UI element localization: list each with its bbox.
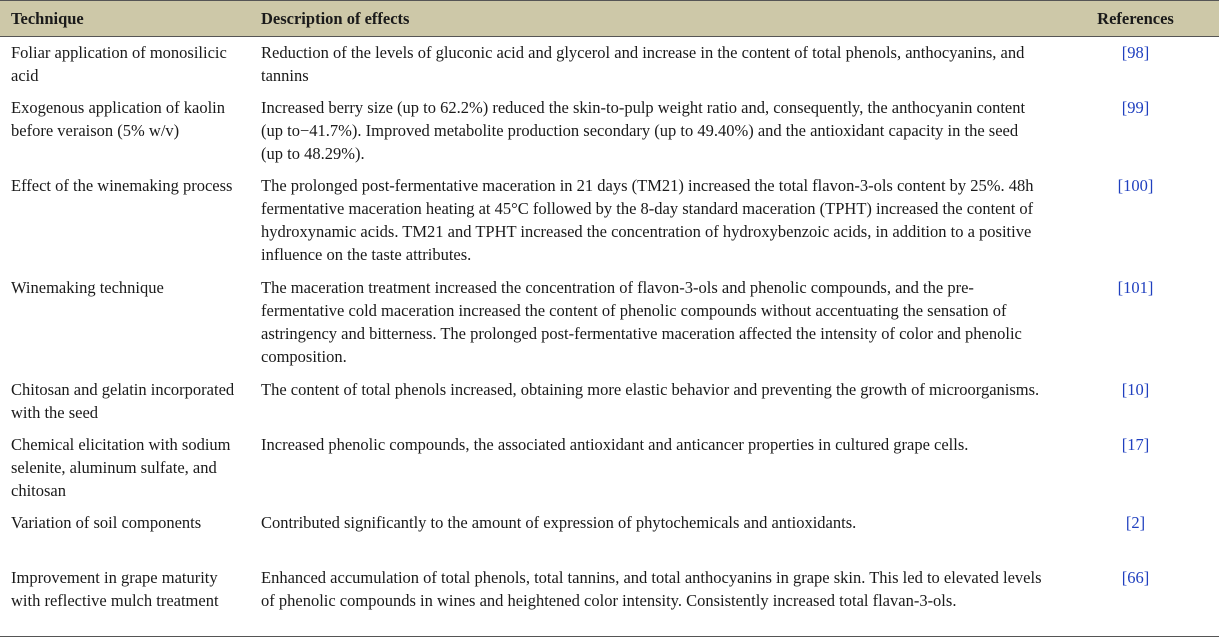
table-row — [0, 562, 1219, 637]
table-row — [0, 170, 1219, 272]
description-cell: Contributed significantly to the amount of expression of phytochemicals and antioxidants. — [261, 513, 857, 532]
reference-cell — [1052, 37, 1219, 93]
description-cell: Enhanced accumulation of total phenols, total tannins, and total anthocyanins in grape skin. This led to elevated levels of phenolic compounds in wines and heightened color intensity. Consistently increased total flavan-3-ols. — [250, 562, 1052, 637]
technique-cell: Foliar application of monosilicic acid — [11, 43, 227, 85]
description-cell: The prolonged post-fermentative maceration in 21 days (TM21) increased the total flavon-3-ols content by 25%. 48h fermentative maceration heating at 45°C followed by the 8-day standard maceration (TPHT) increased the content of hydroxynamic acids. TM21 and TPHT increased the concentration of hydroxybenzoic acids, in addition to a positive influence on the taste attributes. — [261, 176, 1034, 264]
description-cell: The maceration treatment increased the concentration of flavon-3-ols and phenolic compounds, and the pre-fermentative cold maceration increased the content of phenolic compounds without accentuating the sensation of astringency and bitterness. The prolonged post-fermentative maceration affected the intensity of color and phenolic composition. — [261, 278, 1022, 366]
reference-link[interactable]: [98] — [1121, 43, 1150, 62]
technique-cell: Winemaking technique — [11, 278, 164, 297]
table-row — [0, 92, 1219, 170]
description-cell: Increased phenolic compounds, the associated antioxidant and anticancer properties in cultured grape cells. — [261, 435, 969, 454]
reference-cell — [1052, 429, 1219, 507]
table-row — [0, 429, 1219, 507]
reference-cell — [1052, 92, 1219, 170]
reference-link[interactable]: [99] — [1121, 98, 1150, 117]
reference-link[interactable]: [101] — [1117, 278, 1154, 297]
reference-cell — [1052, 170, 1219, 272]
reference-cell — [1052, 507, 1219, 562]
description-cell: Increased berry size (up to 62.2%) reduced the skin-to-pulp weight ratio and, consequently, the anthocyanin content (up to−41.7%). Improved metabolite production secondary (up to 49.40%) and the antioxidant capacity in the seed (up to 48.29%). — [261, 98, 1026, 163]
table-row — [0, 374, 1219, 429]
reference-link[interactable]: [10] — [1121, 380, 1150, 399]
technique-cell: Exogenous application of kaolin before veraison (5% w/v) — [11, 98, 225, 140]
technique-cell: Variation of soil components — [11, 513, 202, 532]
reference-link[interactable]: [2] — [1125, 513, 1146, 532]
technique-cell: Improvement in grape maturity with reflective mulch treatment — [0, 562, 250, 637]
technique-cell: Effect of the winemaking process — [11, 176, 233, 195]
description-cell: The content of total phenols increased, obtaining more elastic behavior and preventing the growth of microorganisms. — [261, 380, 1040, 399]
header-references: References — [1052, 1, 1219, 37]
table-row — [0, 37, 1219, 93]
header-description: Description of effects — [250, 1, 1052, 37]
table-row — [0, 507, 1219, 562]
header-technique: Technique — [0, 1, 250, 37]
technique-cell: Chitosan and gelatin incorporated with the seed — [11, 380, 235, 422]
reference-cell — [1052, 272, 1219, 374]
reference-cell — [1052, 374, 1219, 429]
table-row — [0, 272, 1219, 374]
reference-cell — [1052, 562, 1219, 637]
reference-link[interactable]: [66] — [1121, 568, 1150, 587]
reference-link[interactable]: [17] — [1121, 435, 1150, 454]
description-cell: Reduction of the levels of gluconic acid and glycerol and increase in the content of total phenols, anthocyanins, and tannins — [261, 43, 1025, 85]
table-header-row — [0, 1, 1219, 37]
technique-cell: Chemical elicitation with sodium selenite, aluminum sulfate, and chitosan — [11, 435, 231, 500]
reference-link[interactable]: [100] — [1117, 176, 1154, 195]
